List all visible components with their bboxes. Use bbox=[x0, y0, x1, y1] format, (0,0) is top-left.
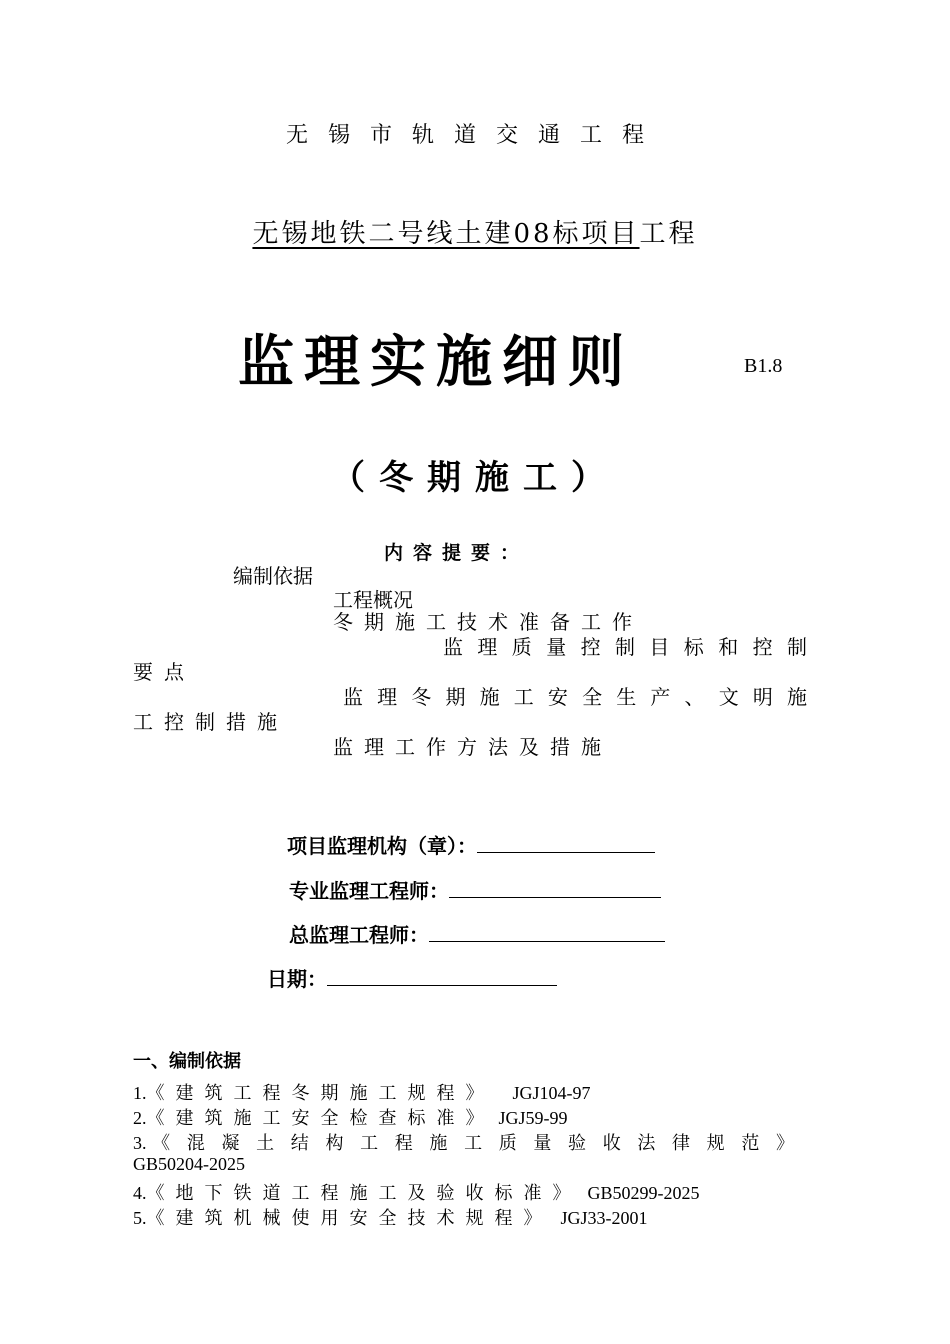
reference-code-wrapped: GB50204-2025 bbox=[133, 1154, 245, 1174]
summary-item-safety-cont: 工控制措施 bbox=[133, 710, 288, 734]
signature-chief bbox=[289, 919, 665, 948]
signature-date bbox=[267, 963, 557, 992]
signature-date-blank[interactable] bbox=[327, 967, 557, 986]
reference-item: 4.《地下铁道工程施工及验收标准》 GB50299-2025 bbox=[133, 1183, 700, 1204]
signature-engineer-label: 专业监理工程师： bbox=[289, 879, 449, 903]
reference-item: 2.《建筑施工安全检查标准》 JGJ59-99 bbox=[133, 1108, 568, 1129]
signature-date-label: 日期： bbox=[267, 967, 327, 991]
project-suffix: 工程 bbox=[639, 219, 698, 249]
signature-chief-label: 总监理工程师： bbox=[289, 923, 429, 947]
summary-item-safety: 监理冬期施工安全生产、文明施 bbox=[343, 685, 807, 709]
signature-org bbox=[287, 830, 655, 859]
signature-engineer bbox=[289, 875, 661, 904]
summary-item-basis: 编制依据 bbox=[233, 564, 313, 588]
project-name: 无锡地铁二号线土建08标项目 bbox=[252, 219, 640, 249]
signature-org-blank[interactable] bbox=[477, 834, 655, 853]
summary-item-overview: 工程概况 bbox=[333, 588, 413, 612]
summary-item-quality: 监理质量控制目标和控制 bbox=[443, 635, 807, 659]
header-line1: 无锡市轨道交通工程 bbox=[285, 123, 664, 148]
summary-heading: 内容提要： bbox=[384, 542, 530, 564]
header-line2 bbox=[0, 213, 950, 250]
document-code: B1.8 bbox=[744, 355, 783, 377]
summary-item-tech-prep: 冬期施工技术准备工作 bbox=[333, 610, 643, 634]
signature-engineer-blank[interactable] bbox=[449, 879, 661, 898]
signature-org-label: 项目监理机构（章）： bbox=[287, 834, 477, 858]
summary-item-quality-cont: 要点 bbox=[133, 660, 195, 684]
section-heading: 一、编制依据 bbox=[133, 1051, 241, 1072]
document-subtitle: （冬期施工） bbox=[331, 458, 619, 498]
reference-item: 1.《建筑工程冬期施工规程》 JGJ104-97 bbox=[133, 1083, 591, 1104]
summary-item-methods: 监理工作方法及措施 bbox=[333, 735, 612, 759]
reference-item: 5.《建筑机械使用安全技术规程》 JGJ33-2001 bbox=[133, 1208, 648, 1229]
document-title: 监理实施细则 bbox=[238, 330, 634, 395]
signature-chief-blank[interactable] bbox=[429, 923, 665, 942]
reference-item: 3.《混凝土结构工程施工质量验收法律规范》 bbox=[133, 1133, 805, 1154]
